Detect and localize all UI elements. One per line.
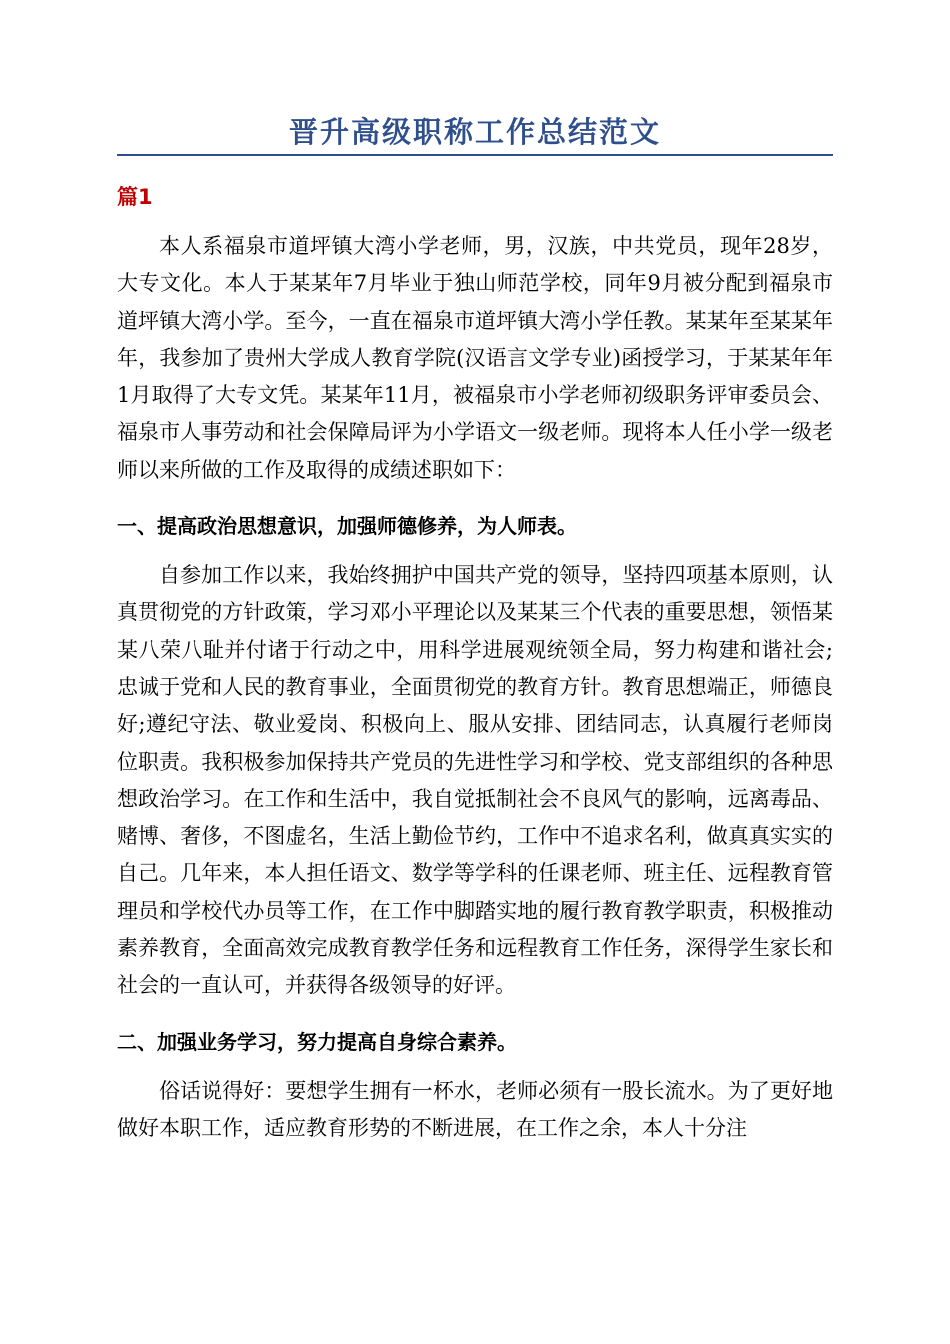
- section-label: 篇1: [117, 185, 153, 209]
- title-underline: [117, 154, 833, 156]
- paragraph-intro: 本人系福泉市道坪镇大湾小学老师，男，汉族，中共党员，现年28岁，大专文化。本人于某某年7月毕业于独山师范学校，同年9月被分配到福泉市道坪镇大湾小学。至今，一直在福泉市道坪镇大湾小学任教。某某年至某某年年，我参加了贵州大学成人教育学院(汉语言文学专业)函授学习，于某某年年1月取得了大专文凭。某某年11月，被福泉市小学老师初级职务评审委员会、福泉市人事劳动和社会保障局评为小学语文一级老师。现将本人任小学一级老师以来所做的工作及取得的成绩述职如下：: [117, 234, 833, 482]
- paragraph-politics: 自参加工作以来，我始终拥护中国共产党的领导，坚持四项基本原则，认真贯彻党的方针政策，学习邓小平理论以及某某三个代表的重要思想，领悟某某八荣八耻并付诸于行动之中，用科学进展观统领全局，努力构建和谐社会;忠诚于党和人民的教育事业，全面贯彻党的教育方针。教育思想端正，师德良好;遵纪守法、敬业爱岗、积极向上、服从安排、团结同志，认真履行老师岗位职责。我积极参加保持共产党员的先进性学习和学校、党支部组织的各种思想政治学习。在工作和生活中，我自觉抵制社会不良风气的影响，远离毒品、赌博、奢侈，不图虚名，生活上勤俭节约，工作中不追求名利，做真真实实的自己。几年来，本人担任语文、数学等学科的任课老师、班主任、远程教育管理员和学校代办员等工作，在工作中脚踏实地的履行教育教学职责，积极推动素养教育，全面高效完成教育教学任务和远程教育工作任务，深得学生家长和社会的一直认可，并获得各级领导的好评。: [117, 563, 833, 998]
- document-page: [117, 110, 833, 1147]
- heading-politics: 一、提高政治思想意识，加强师德修养，为人师表。: [117, 514, 577, 539]
- heading-study: 二、加强业务学习，努力提高自身综合素养。: [117, 1029, 517, 1054]
- paragraph-study: 俗话说得好：要想学生拥有一杯水，老师必须有一股长流水。为了更好地做好本职工作，适应教育形势的不断进展，在工作之余，本人十分注: [117, 1078, 833, 1140]
- document-title: 晋升高级职称工作总结范文: [288, 115, 661, 149]
